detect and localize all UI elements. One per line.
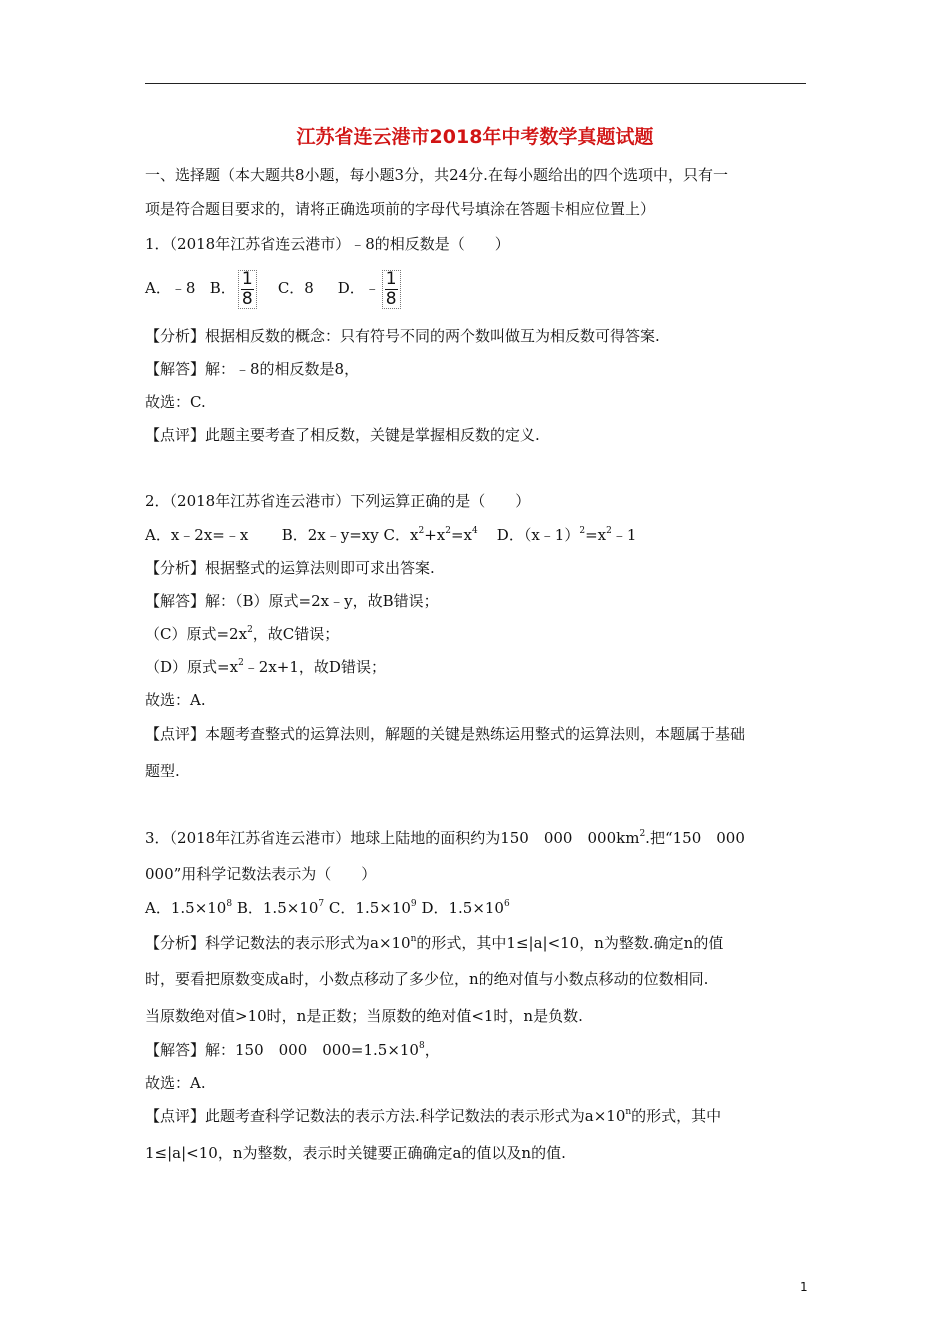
q1-option-b-label: B． [209, 279, 236, 297]
q3-option-c: C．$1.5\times 10^9$ [328, 899, 417, 917]
q2-answer-b: 【解答】解：（B）原式=2x﹣y，故B错误； [145, 592, 439, 610]
q3-analysis-line2: 时，要看把原数变成a时，小数点移动了多少位，n的绝对值与小数点移动的位数相同. [145, 970, 709, 988]
q2-analysis: 【分析】根据整式的运算法则即可求出答案. [145, 559, 435, 577]
fraction-numerator: 1 [241, 268, 253, 289]
q1-option-d-fraction [382, 270, 401, 309]
q3-analysis-line3: 当原数绝对值>10时，n是正数；当原数的绝对值<1时，n是负数. [145, 1007, 583, 1025]
q3-stem-line1: 3．（2018年江苏省连云港市）地球上陆地的面积约为150 000 $000km^2$.把“150 000 [145, 829, 745, 847]
q3-comment-line1: 【点评】此题考查科学记数法的表示方法.科学记数法的表示形式为$a\times 10^n$的形式，其中 [145, 1107, 722, 1125]
q3-option-d: D．$1.5\times 10^6$ [421, 899, 510, 917]
page-number: 1 [800, 1280, 808, 1294]
q1-option-c: C．8 [277, 279, 314, 297]
q3-option-a: A．$1.5\times 10^8$ [145, 899, 233, 917]
q2-answer-c: （C）原式$=2x^2$，故C错误； [145, 625, 340, 643]
q2-options [145, 525, 636, 545]
q1-answer: 【解答】解：﹣8的相反数是8， [145, 360, 360, 378]
q2-comment-line1: 【点评】本题考查整式的运算法则，解题的关键是熟练运用整式的运算法则，本题属于基础 [145, 725, 746, 743]
q3-comment-line2: 1≤|a|<10，n为整数，表示时关键要正确确定a的值以及n的值. [145, 1144, 566, 1162]
fraction-denominator: 8 [241, 288, 253, 309]
q2-option-a: A．x﹣2x=﹣x [145, 526, 249, 544]
q3-choice: 故选：A. [145, 1074, 206, 1092]
fraction-numerator: 1 [385, 268, 397, 289]
q1-analysis: 【分析】根据相反数的概念：只有符号不同的两个数叫做互为相反数可得答案. [145, 327, 660, 345]
q2-option-c: C．$x^2+x^2=x^4$ [383, 526, 478, 544]
q1-comment: 【点评】此题主要考查了相反数，关键是掌握相反数的定义. [145, 426, 540, 444]
q2-answer-d: （D）原式$=x^2﹣2x+1$，故D错误； [145, 658, 386, 676]
q3-options [145, 898, 510, 918]
superscript: 2 [639, 829, 646, 839]
q1-choice: 故选：C. [145, 393, 206, 411]
fraction-denominator: 8 [385, 288, 397, 309]
q3-stem-line2: 000”用科学记数法表示为（ ） [145, 865, 377, 883]
q2-stem: 2．（2018年江苏省连云港市）下列运算正确的是（ ） [145, 492, 531, 510]
q2-option-b: B．2x﹣y=xy [281, 526, 379, 544]
section-intro-line1: 一、选择题（本大题共8小题，每小题3分，共24分.在每小题给出的四个选项中，只有一 [145, 166, 728, 184]
q2-comment-line2: 题型. [145, 762, 180, 780]
q3-answer: 【解答】解：150 000 $000=1.5\times 10^8$， [145, 1041, 440, 1059]
q1-options [145, 264, 403, 312]
q1-option-d-label: D．﹣ [337, 279, 380, 297]
page-title: 江苏省连云港市2018年中考数学真题试题 [296, 126, 654, 148]
q2-choice: 故选：A. [145, 691, 206, 709]
q1-option-b-fraction [238, 270, 257, 309]
q2-option-d: D．$(x﹣1)^2=x^2﹣1$ [496, 526, 637, 544]
q3-option-b: B．$1.5\times 10^7$ [236, 899, 325, 917]
header-rule [145, 83, 806, 84]
q1-option-a: A．﹣8 [145, 279, 196, 297]
q3-analysis-line1: 【分析】科学记数法的表示形式为$a\times 10^n$的形式，其中1≤|a|<10，n为整数.确定n的值 [145, 934, 724, 952]
q1-stem: 1．（2018年江苏省连云港市）﹣8的相反数是（ ） [145, 235, 510, 253]
section-intro-line2: 项是符合题目要求的，请将正确选项前的字母代号填涂在答题卡相应位置上） [145, 200, 656, 218]
